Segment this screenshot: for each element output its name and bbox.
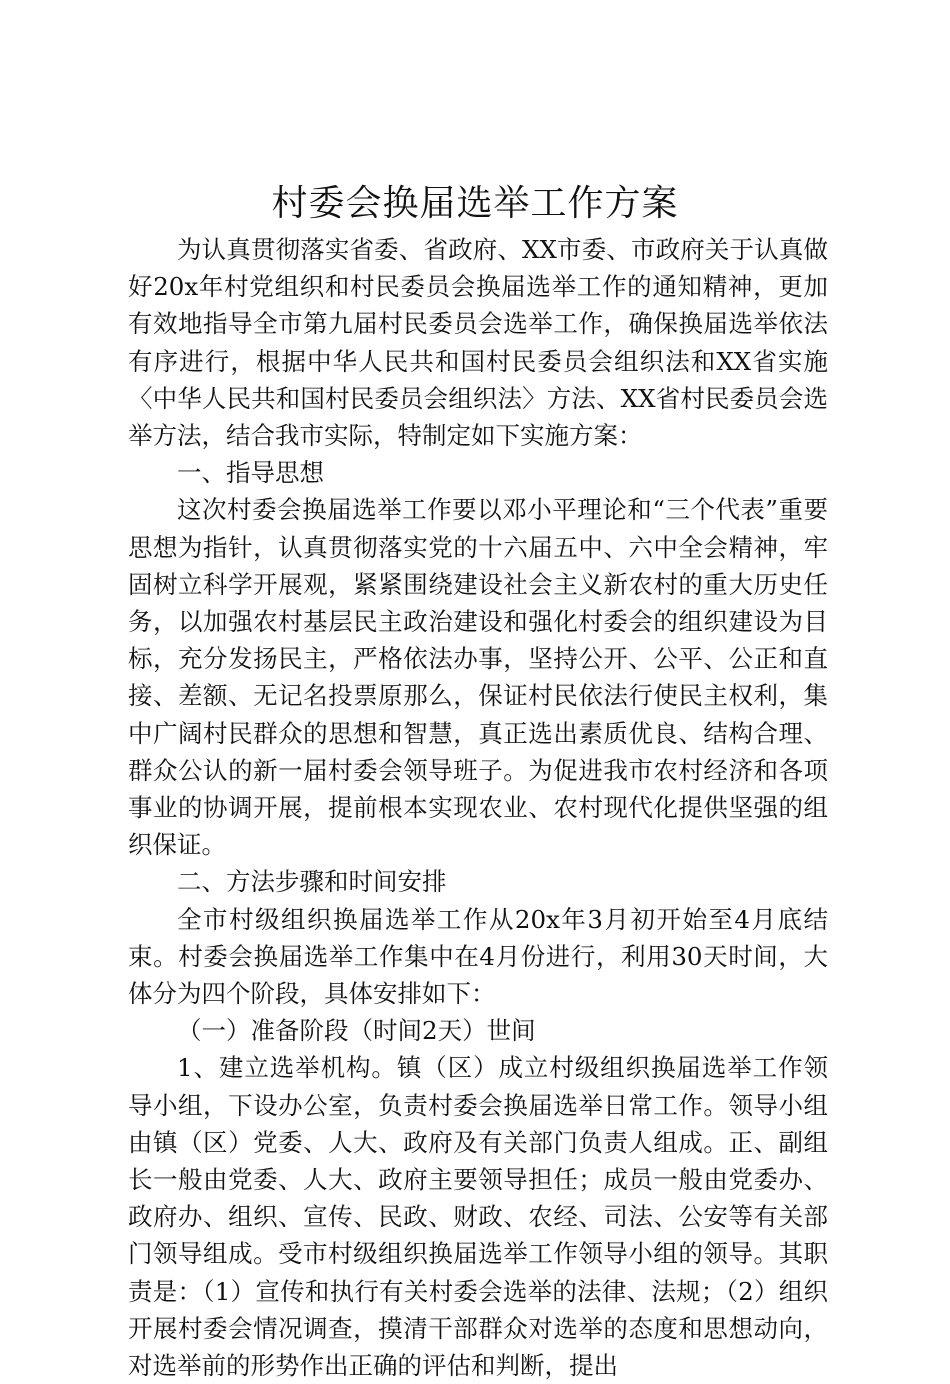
document-title: 村委会换届选举工作方案 (271, 183, 679, 224)
election-organization-paragraph: 1、建立选举机构。镇（区）成立村级组织换届选举工作领导小组，下设办公室，负责村委会换届选举日常工作。领导小组由镇（区）党委、人大、政府及有关部门负责人组成。正、副组长一般由党委、人大、政府主要领导担任；成员一般由党委办、政府办、组织、宣传、民政、财政、农经、司法、公安等有关部门领导组成。受市村级组织换届选举工作领导小组的领导。其职责是：（1）宣传和执行有关村委会选举的法律、法规；（2）组织开展村委会情况调查，摸清干部群众对选举的态度和思想动向，对选举前的形势作出正确的评估和判断，提出 (128, 1053, 828, 1381)
section-heading-steps-schedule: 二、方法步骤和时间安排 (177, 867, 447, 897)
document-body (128, 231, 828, 1384)
schedule-paragraph: 全市村级组织换届选举工作从20x年3月初开始至4月底结束。村委会换届选举工作集中在4月份进行，利用30天时间，大体分为四个阶段，具体安排如下： (128, 904, 828, 1009)
guiding-ideology-paragraph: 这次村委会换届选举工作要以邓小平理论和“三个代表”重要思想为指针，认真贯彻落实党的十六届五中、六中全会精神，牢固树立科学开展观，紧紧围绕建设社会主义新农村的重大历史任务，以加强农村基层民主政治建设和强化村委会的组织建设为目标，充分发扬民主，严格依法办事，坚持公开、公平、公正和直接、差额、无记名投票原那么，保证村民依法行使民主权利，集中广阔村民群众的思想和智慧，真正选出素质优良、结构合理、群众公认的新一届村委会领导班子。为促进我市农村经济和各项事业的协调开展，提前根本实现农业、农村现代化提供坚强的组织保证。 (128, 495, 828, 860)
section-heading-guiding-ideology: 一、指导思想 (177, 458, 324, 488)
subsection-heading-preparation: （一）准备阶段（时间2天）世间 (177, 1016, 536, 1046)
intro-paragraph: 为认真贯彻落实省委、省政府、XX市委、市政府关于认真做好20x年村党组织和村民委员会换届选举工作的通知精神，更加有效地指导全市第九届村民委员会选举工作，确保换届选举依法有序进行，根据中华人民共和国村民委员会组织法和XX省实施〈中华人民共和国村民委员会组织法〉方法、XX省村民委员会选举方法，结合我市实际，特制定如下实施方案： (128, 235, 828, 451)
